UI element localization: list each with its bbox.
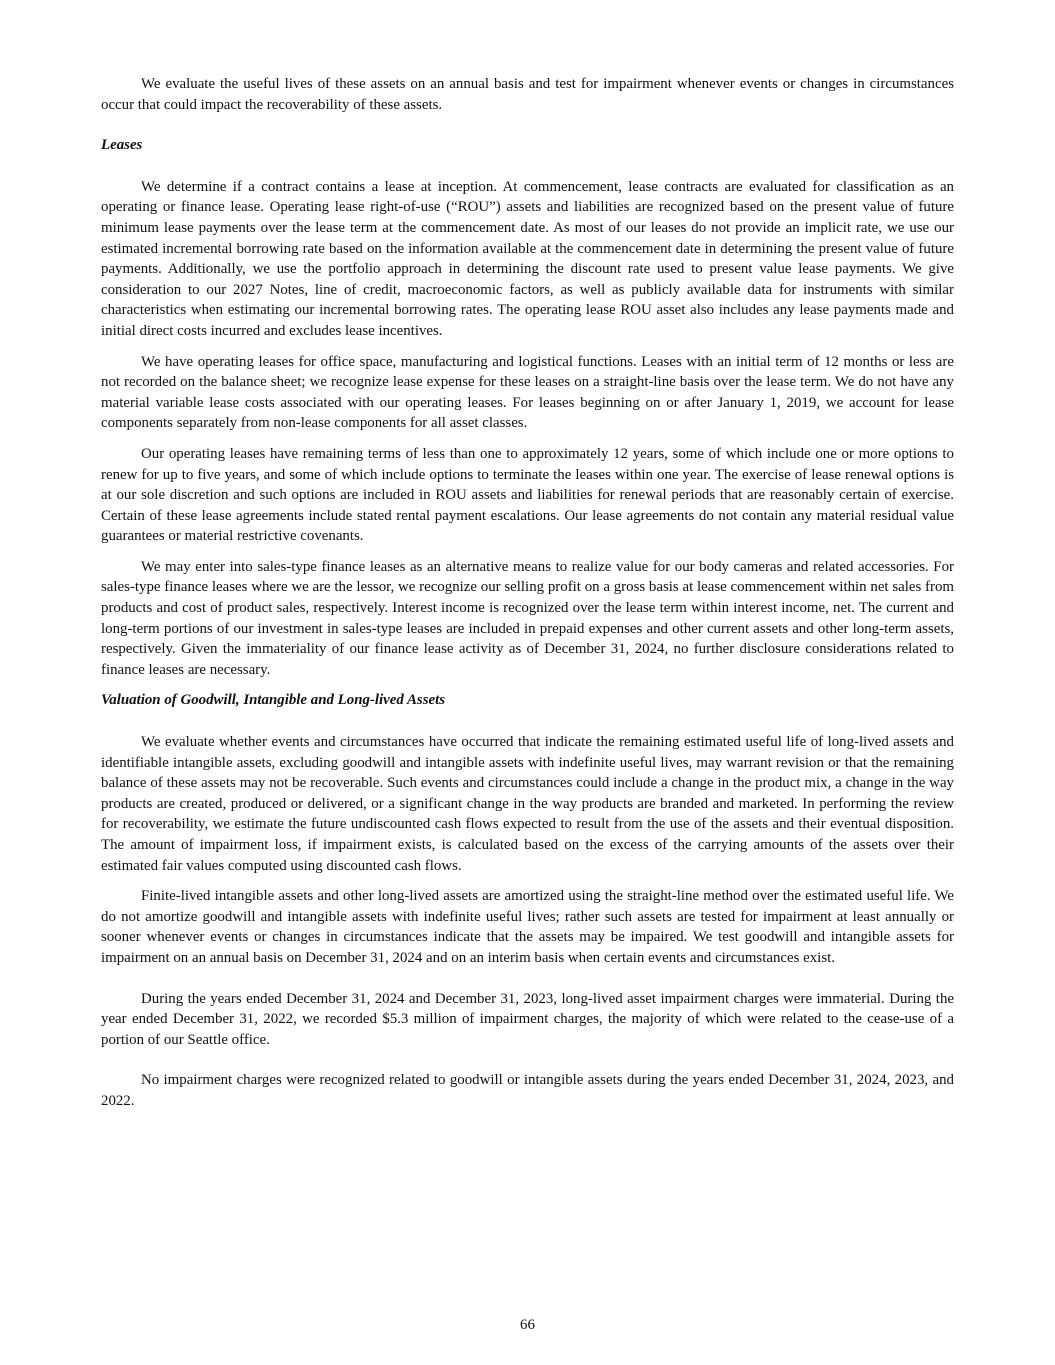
leases-paragraph-1: We determine if a contract contains a lease at inception. At commencement, lease contracts are evaluated for classification as an operating or finance lease. Operating lease right-of-use (“ROU”) assets and liabilities are recognized based on the present value of future minimum lease payments over the lease term at the commencement date. As most of our leases do not provide an implicit rate, we use our estimated incremental borrowing rate based on the information available at the commencement date in determining the present value of future payments. Additionally, we use the portfolio approach in determining the discount rate used to present value lease payments. We give consideration to our 2027 Notes, line of credit, macroeconomic factors, as well as publicly available data for instruments with similar characteristics when estimating our incremental borrowing rates. The operating lease ROU asset also includes any lease payments made and initial direct costs incurred and excludes lease incentives. xyxy=(101,178,954,339)
valuation-paragraph-1: We evaluate whether events and circumstances have occurred that indicate the remaining estimated useful life of long-lived assets and identifiable intangible assets, excluding goodwill and intangible assets with indefinite useful lives, may warrant revision or that the remaining balance of these assets may not be recoverable. Such events and circumstances could include a change in the product mix, a change in the way products are created, produced or delivered, or a significant change in the way products are branded and marketed. In performing the review for recoverability, we estimate the future undiscounted cash flows expected to result from the use of the assets and their eventual disposition. The amount of impairment loss, if impairment exists, is calculated based on the excess of the carrying amounts of the assets over their estimated fair values computed using discounted cash flows. xyxy=(101,734,954,874)
leases-paragraph-2: We have operating leases for office space, manufacturing and logistical functions. Leases with an initial term of 12 months or less are not recorded on the balance sheet; we recognize lease expense for these leases on a straight-line basis over the lease term. We do not have any material variable lease costs associated with our operating leases. For leases beginning on or after January 1, 2019, we account for lease components separately from non-lease components for all asset classes. xyxy=(101,353,954,432)
valuation-paragraph-2: Finite-lived intangible assets and other long-lived assets are amortized using the straight-line method over the estimated useful life. We do not amortize goodwill and intangible assets with indefinite useful lives; rather such assets are tested for impairment at least annually or sooner whenever events or changes in circumstances indicate that the assets may be impaired. We test goodwill and intangible assets for impairment on an annual basis on December 31, 2024 and on an interim basis when certain events and circumstances exist. xyxy=(101,888,954,966)
page-number: 66 xyxy=(520,1317,535,1333)
leases-paragraph-4: We may enter into sales-type finance leases as an alternative means to realize value for our body cameras and related accessories. For sales-type finance leases where we are the lessor, we recognize our selling profit on a gross basis at lease commencement within net sales from products and cost of product sales, respectively. Interest income is recognized over the lease term within interest income, net. The current and long-term portions of our investment in sales-type leases are included in prepaid expenses and other current assets and other long-term assets, respectively. Given the immateriality of our finance lease activity as of December 31, 2024, no further disclosure considerations related to finance leases are necessary. xyxy=(101,558,954,678)
leases-paragraph-3: Our operating leases have remaining terms of less than one to approximately 12 years, some of which include one or more options to renew for up to five years, and some of which include options to terminate the leases within one year. The exercise of lease renewal options is at our sole discretion and such options are included in ROU assets and liabilities for renewal periods that are reasonably certain of exercise. Certain of these lease agreements include stated rental payment escalations. Our lease agreements do not contain any material residual value guarantees or material restrictive covenants. xyxy=(101,445,954,545)
intro-paragraph: We evaluate the useful lives of these assets on an annual basis and test for impairment whenever events or changes in circumstances occur that could impact the recoverability of these assets. xyxy=(101,76,954,113)
leases-heading: Leases xyxy=(101,137,143,154)
document-body xyxy=(101,74,954,1112)
valuation-heading: Valuation of Goodwill, Intangible and Long-lived Assets xyxy=(101,692,446,709)
valuation-paragraph-4: No impairment charges were recognized related to goodwill or intangible assets during the years ended December 31, 2024, 2023, and 2022. xyxy=(101,1072,954,1109)
valuation-paragraph-3: During the years ended December 31, 2024 and December 31, 2023, long-lived asset impairment charges were immaterial. During the year ended December 31, 2022, we recorded $5.3 million of impairment charges, the majority of which were related to the cease-use of a portion of our Seattle office. xyxy=(101,990,954,1048)
